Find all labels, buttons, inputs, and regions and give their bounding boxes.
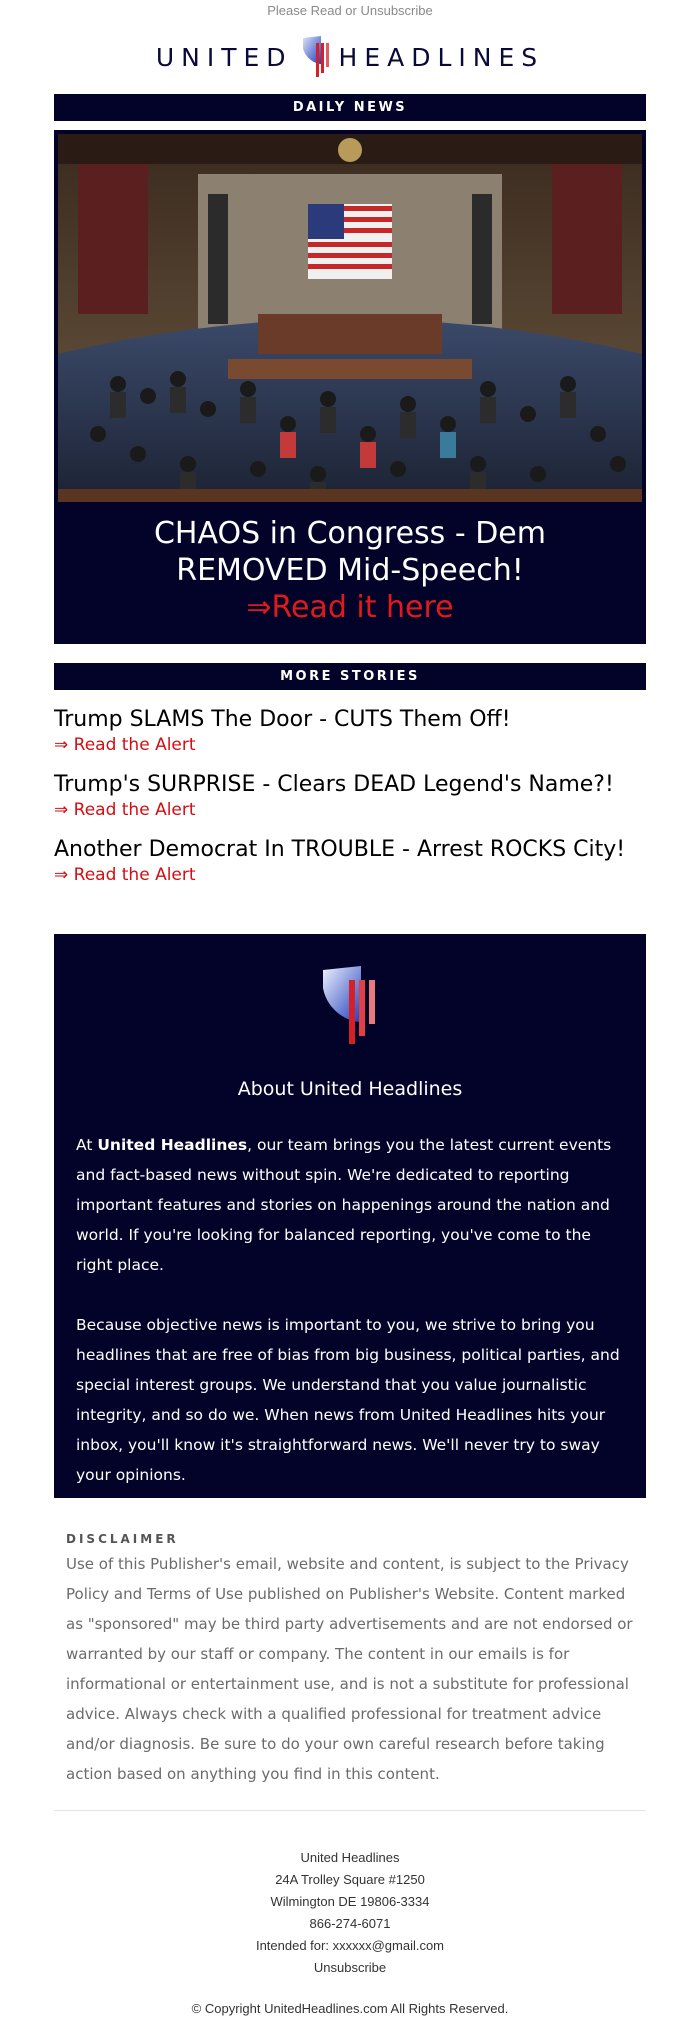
about-paragraph-1 [76,1130,624,1280]
disclaimer-text: Use of this Publisher's email, website and content, is subject to the Privacy Policy and Terms of Use published on Publisher's Website. Content marked as "sponsored" may be third party advertisements and are not endorsed or warranted by our staff or company. The content in our emails is for informational or entertainment use, and is not a substitute for professional advice. Always check with a qualified professional for treatment advice and/or diagnosis. Be sure to do your own careful research before taking action based on anything you find in this content. [66,1555,633,1783]
footer-address-line-2: Wilmington DE 19806-3334 [270,1894,430,1909]
story-title[interactable]: Trump SLAMS The Door - CUTS Them Off! [54,707,511,732]
more-stories-bar: MORE STORIES [54,663,646,690]
unsubscribe-link[interactable]: Unsubscribe [313,1960,387,1975]
disclaimer-label: DISCLAIMER [66,1532,179,1546]
footer [54,1811,646,1979]
footer-intended-for: Intended for: xxxxxx@gmail.com [255,1938,445,1953]
story-item [54,706,646,756]
hero-read-link[interactable]: ⇒Read it here [246,590,454,625]
hero-feature[interactable] [54,130,646,644]
hero-photo-congress-chamber[interactable] [58,134,642,502]
story-read-link[interactable]: ⇒ Read the Alert [54,735,196,755]
preheader [0,0,700,20]
footer-company: United Headlines [300,1850,400,1865]
story-item [54,771,646,821]
hero-headline[interactable]: CHAOS in Congress - Dem REMOVED Mid-Speech! [153,516,546,588]
about-brand-name: United Headlines [97,1136,248,1154]
story-item [54,836,646,886]
about-paragraph-2: Because objective news is important to you, we strive to bring you headlines that are free of bias from big business, political parties, and special interest groups. We understand that you value journalistic integrity, and so do we. When news from United Headlines hits your inbox, you'll know it's straightforward news. We'll never try to sway your opinions. [76,1316,620,1484]
story-title[interactable]: Another Democrat In TROUBLE - Arrest ROCKS City! [54,837,626,862]
footer-address-line-1: 24A Trolley Square #1250 [275,1872,425,1887]
disclaimer-section [54,1498,646,1810]
about-p1-prefix: At [76,1136,98,1154]
story-read-link[interactable]: ⇒ Read the Alert [54,865,196,885]
preheader-link[interactable]: Please Read or Unsubscribe [267,3,433,18]
about-p1-text: , our team brings you the latest current events and fact-based news without spin. We're dedicated to reporting important features and stories on happenings around the nation and world. If you're looking for balanced reporting, you've come to the right place. [76,1136,612,1274]
daily-news-bar: DAILY NEWS [54,94,646,121]
story-read-link[interactable]: ⇒ Read the Alert [54,800,196,820]
footer-phone: 866-274-6071 [309,1916,391,1931]
shield-logo-icon [319,964,381,1048]
about-title: About United Headlines [237,1078,463,1100]
story-list [54,706,646,934]
about-section [54,934,646,1498]
story-title[interactable]: Trump's SURPRISE - Clears DEAD Legend's Name?! [54,772,614,797]
copyright: © Copyright UnitedHeadlines.com All Rights Reserved. [191,2001,509,2016]
shield-logo-icon [299,34,333,80]
brand-logo[interactable] [0,20,700,94]
logo-word-left: UNITED [155,42,293,72]
logo-word-right: HEADLINES [338,42,545,72]
